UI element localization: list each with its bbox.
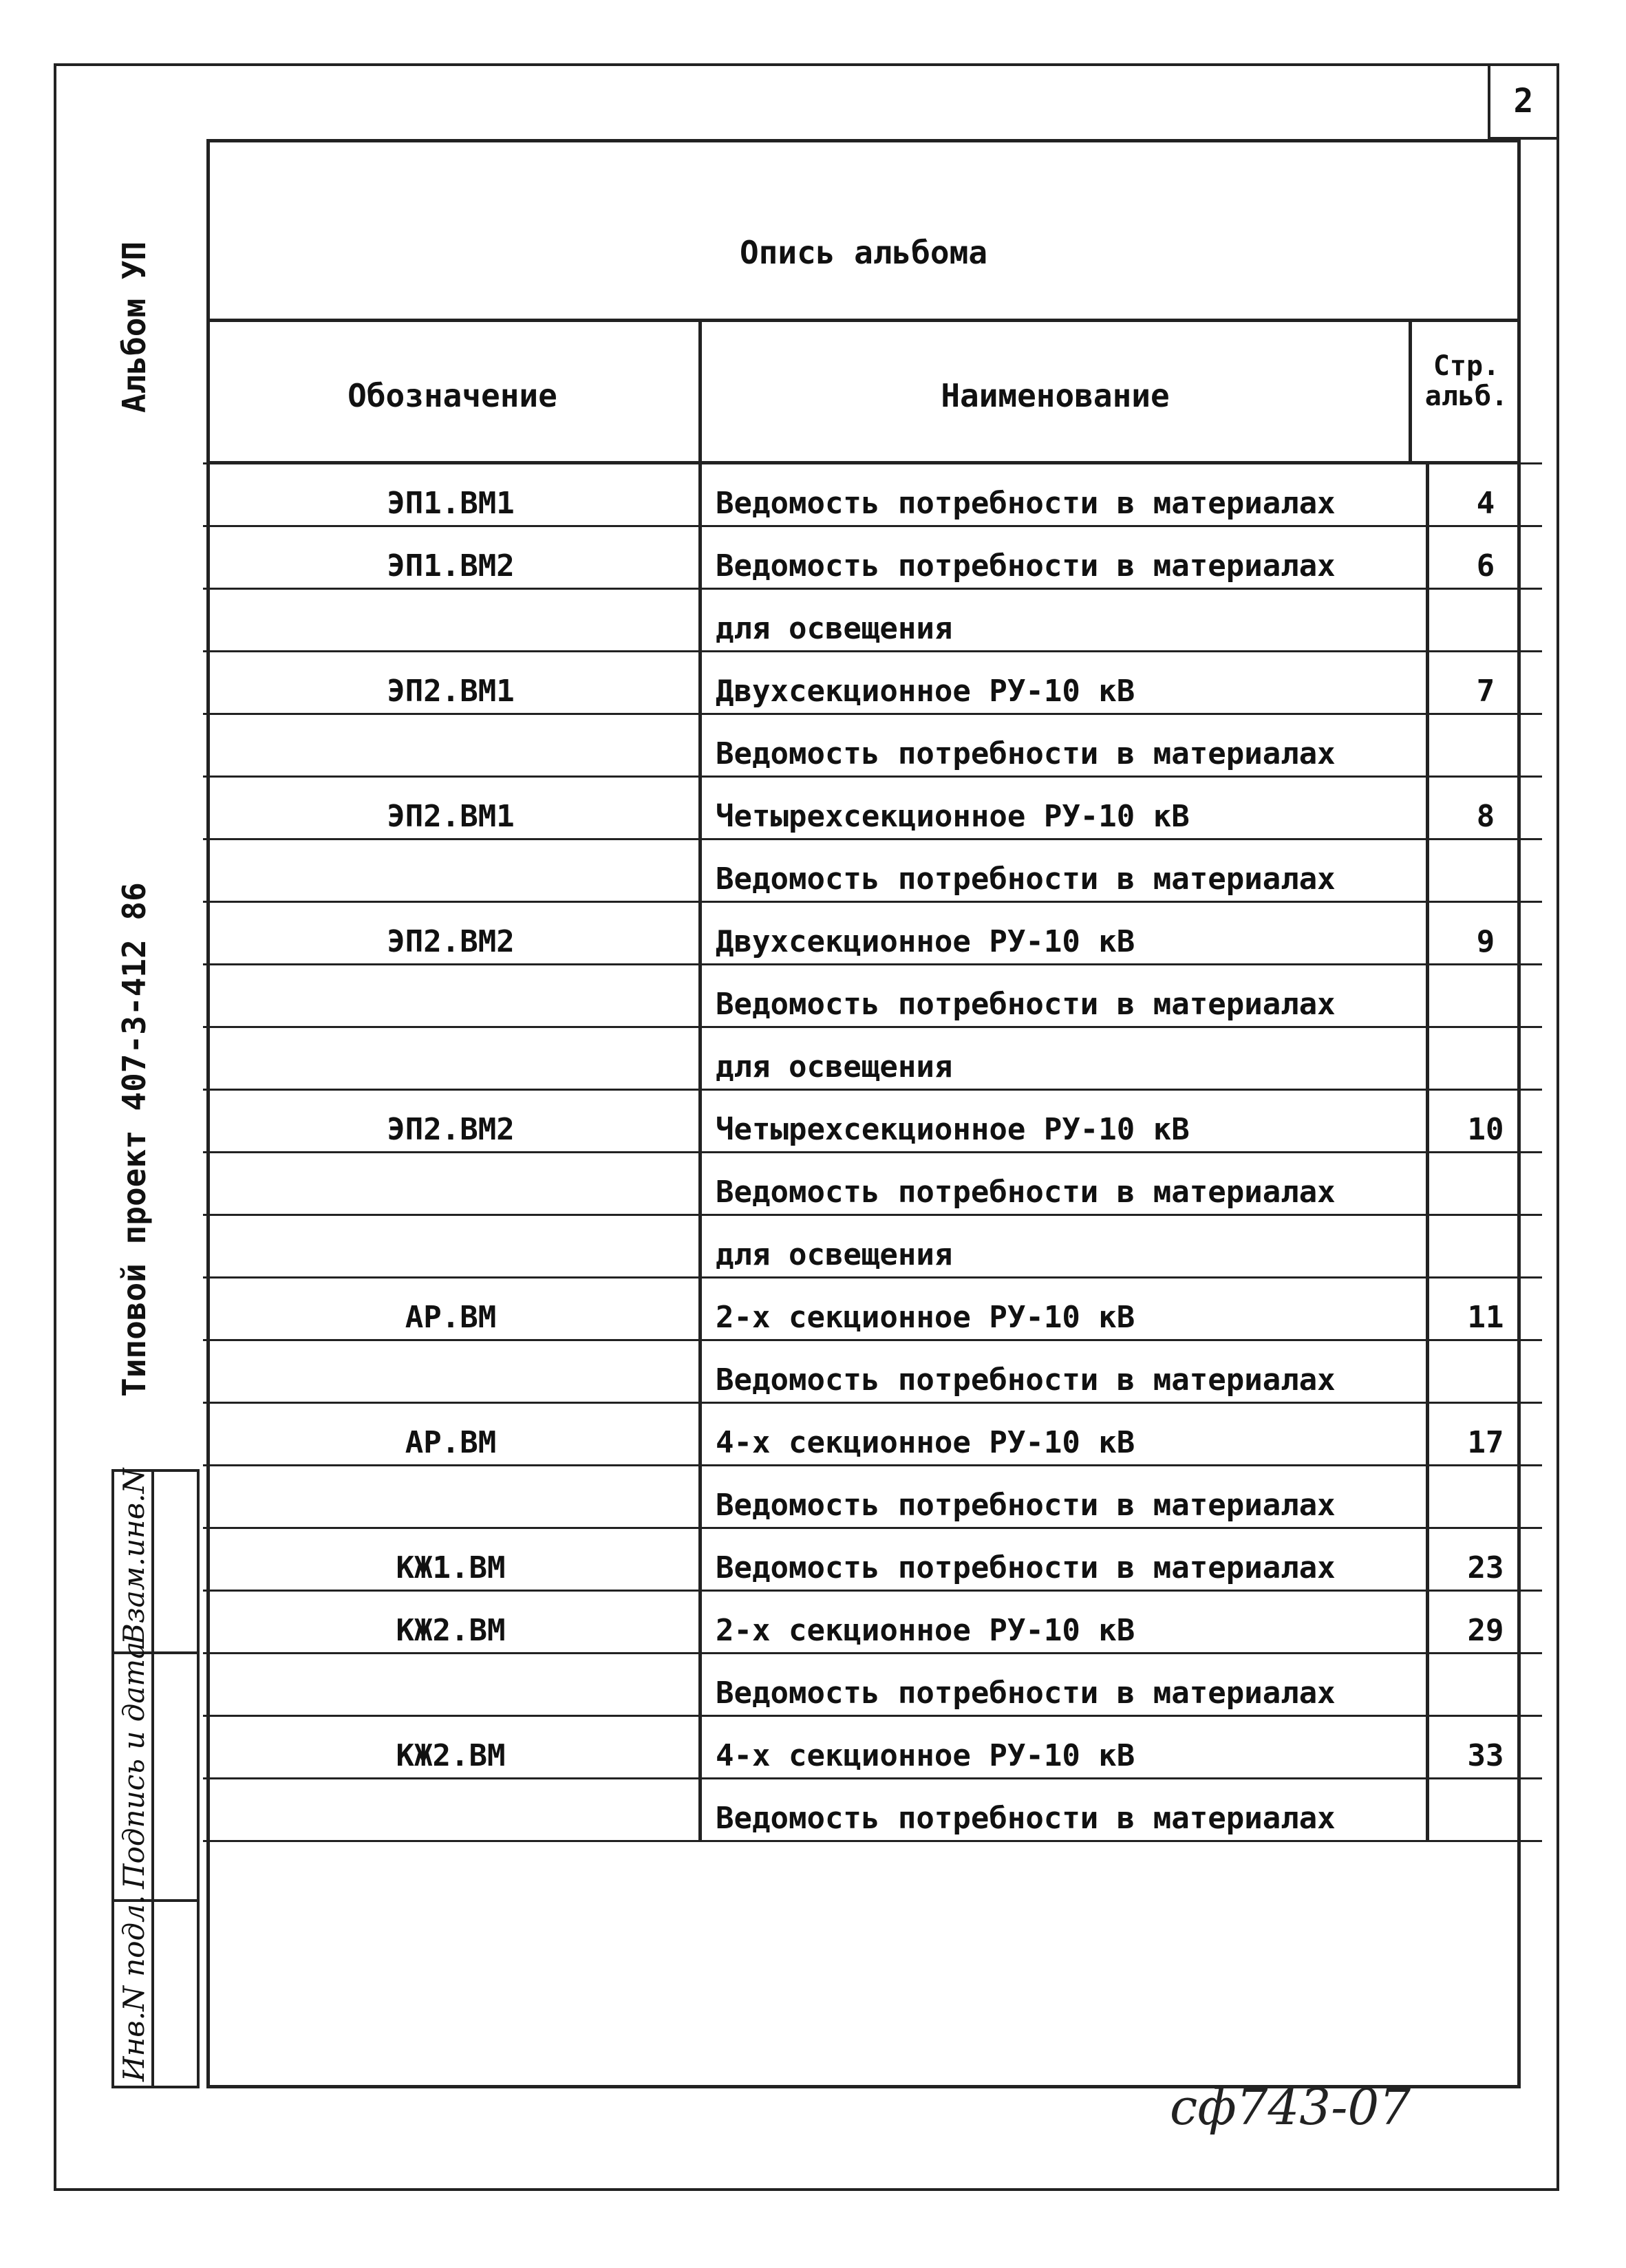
row-name: Ведомость потребности в материалах	[700, 464, 1428, 526]
row-name: Четырехсекционное РУ-10 кВ	[700, 1090, 1428, 1153]
row-code	[203, 1779, 700, 1841]
row-code	[203, 839, 700, 902]
stamp-divider-inner	[151, 1469, 154, 2088]
table-row	[203, 1779, 1542, 1841]
row-name: 4-х секционное РУ-10 кВ	[700, 1716, 1428, 1779]
project-label: Типовой проект 407-3-412 86	[116, 882, 153, 1397]
table-row	[203, 589, 1542, 652]
row-code	[203, 589, 700, 652]
row-page: 7	[1428, 652, 1543, 714]
row-name: 4-х секционное РУ-10 кВ	[700, 1403, 1428, 1466]
row-page: 6	[1428, 526, 1543, 589]
row-name: Ведомость потребности в материалах	[700, 839, 1428, 902]
row-page: 4	[1428, 464, 1543, 526]
row-name: Ведомость потребности в материалах	[700, 526, 1428, 589]
row-name: 2-х секционное РУ-10 кВ	[700, 1278, 1428, 1340]
inv-podl-label: Инв.N подл.	[117, 1894, 151, 2082]
row-name: Ведомость потребности в материалах	[700, 1466, 1428, 1528]
row-page: 11	[1428, 1278, 1543, 1340]
row-name: для освещения	[700, 589, 1428, 652]
row-name: Ведомость потребности в материалах	[700, 1340, 1428, 1403]
row-code	[203, 1340, 700, 1403]
row-page: 17	[1428, 1403, 1543, 1466]
row-code	[203, 1466, 700, 1528]
contents-table	[203, 462, 1542, 1842]
title-rule	[206, 319, 1521, 322]
header-page: Стр. альб.	[1424, 350, 1508, 412]
table-row	[203, 714, 1542, 777]
row-name: Двухсекционное РУ-10 кВ	[700, 902, 1428, 965]
table-row	[203, 1716, 1542, 1779]
row-name: 2-х секционное РУ-10 кВ	[700, 1591, 1428, 1654]
row-code: ЭП2.ВМ1	[203, 777, 700, 839]
header-name: Наименование	[941, 377, 1170, 414]
row-page: 10	[1428, 1090, 1543, 1153]
table-row	[203, 1528, 1542, 1591]
row-code: ЭП2.ВМ2	[203, 1090, 700, 1153]
row-code	[203, 1215, 700, 1278]
row-name: Двухсекционное РУ-10 кВ	[700, 652, 1428, 714]
page-number: 2	[1488, 65, 1557, 140]
table-row	[203, 1340, 1542, 1403]
row-name: Четырехсекционное РУ-10 кВ	[700, 777, 1428, 839]
row-page	[1428, 1340, 1543, 1403]
table-row	[203, 526, 1542, 589]
row-code	[203, 714, 700, 777]
table-row	[203, 1278, 1542, 1340]
album-title: Опись альбома	[739, 234, 988, 271]
row-name: для освещения	[700, 1027, 1428, 1090]
row-name: для освещения	[700, 1215, 1428, 1278]
album-label: Альбом УП	[116, 241, 153, 413]
row-page	[1428, 714, 1543, 777]
handwritten-note: сф743-07	[1170, 2078, 1411, 2136]
row-page	[1428, 1215, 1543, 1278]
row-page	[1428, 965, 1543, 1027]
table-row	[203, 1403, 1542, 1466]
row-code: КЖ2.ВМ	[203, 1716, 700, 1779]
table-row	[203, 1090, 1542, 1153]
row-code: ЭП1.ВМ2	[203, 526, 700, 589]
header-code: Обозначение	[347, 377, 557, 414]
vzam-inv-label: Взам.инв.N	[117, 1468, 151, 1645]
row-code: ЭП1.ВМ1	[203, 464, 700, 526]
row-name: Ведомость потребности в материалах	[700, 714, 1428, 777]
row-code: КЖ2.ВМ	[203, 1591, 700, 1654]
row-code: ЭП2.ВМ2	[203, 902, 700, 965]
table-row	[203, 1466, 1542, 1528]
row-code	[203, 1654, 700, 1716]
row-page	[1428, 839, 1543, 902]
row-page	[1428, 1153, 1543, 1215]
row-code: АР.ВМ	[203, 1278, 700, 1340]
table-row	[203, 1027, 1542, 1090]
table-row	[203, 902, 1542, 965]
row-page: 23	[1428, 1528, 1543, 1591]
row-code	[203, 1027, 700, 1090]
row-name: Ведомость потребности в материалах	[700, 1779, 1428, 1841]
stamp-divider	[111, 1469, 114, 2088]
table-row	[203, 839, 1542, 902]
row-name: Ведомость потребности в материалах	[700, 1528, 1428, 1591]
row-page	[1428, 1654, 1543, 1716]
table-row	[203, 1153, 1542, 1215]
table-row	[203, 464, 1542, 526]
row-page	[1428, 589, 1543, 652]
table-row	[203, 777, 1542, 839]
row-page	[1428, 1466, 1543, 1528]
table-row	[203, 652, 1542, 714]
row-page	[1428, 1779, 1543, 1841]
row-page	[1428, 1027, 1543, 1090]
row-code	[203, 1153, 700, 1215]
row-name: Ведомость потребности в материалах	[700, 965, 1428, 1027]
row-name: Ведомость потребности в материалах	[700, 1654, 1428, 1716]
podpis-data-label: Подпись и дата	[117, 1641, 151, 1889]
row-page: 29	[1428, 1591, 1543, 1654]
row-page: 9	[1428, 902, 1543, 965]
row-name: Ведомость потребности в материалах	[700, 1153, 1428, 1215]
row-page: 33	[1428, 1716, 1543, 1779]
row-code: АР.ВМ	[203, 1403, 700, 1466]
table-row	[203, 1654, 1542, 1716]
table-row	[203, 1215, 1542, 1278]
row-page: 8	[1428, 777, 1543, 839]
row-code: ЭП2.ВМ1	[203, 652, 700, 714]
row-code	[203, 965, 700, 1027]
table-row	[203, 965, 1542, 1027]
table-row	[203, 1591, 1542, 1654]
row-code: КЖ1.ВМ	[203, 1528, 700, 1591]
